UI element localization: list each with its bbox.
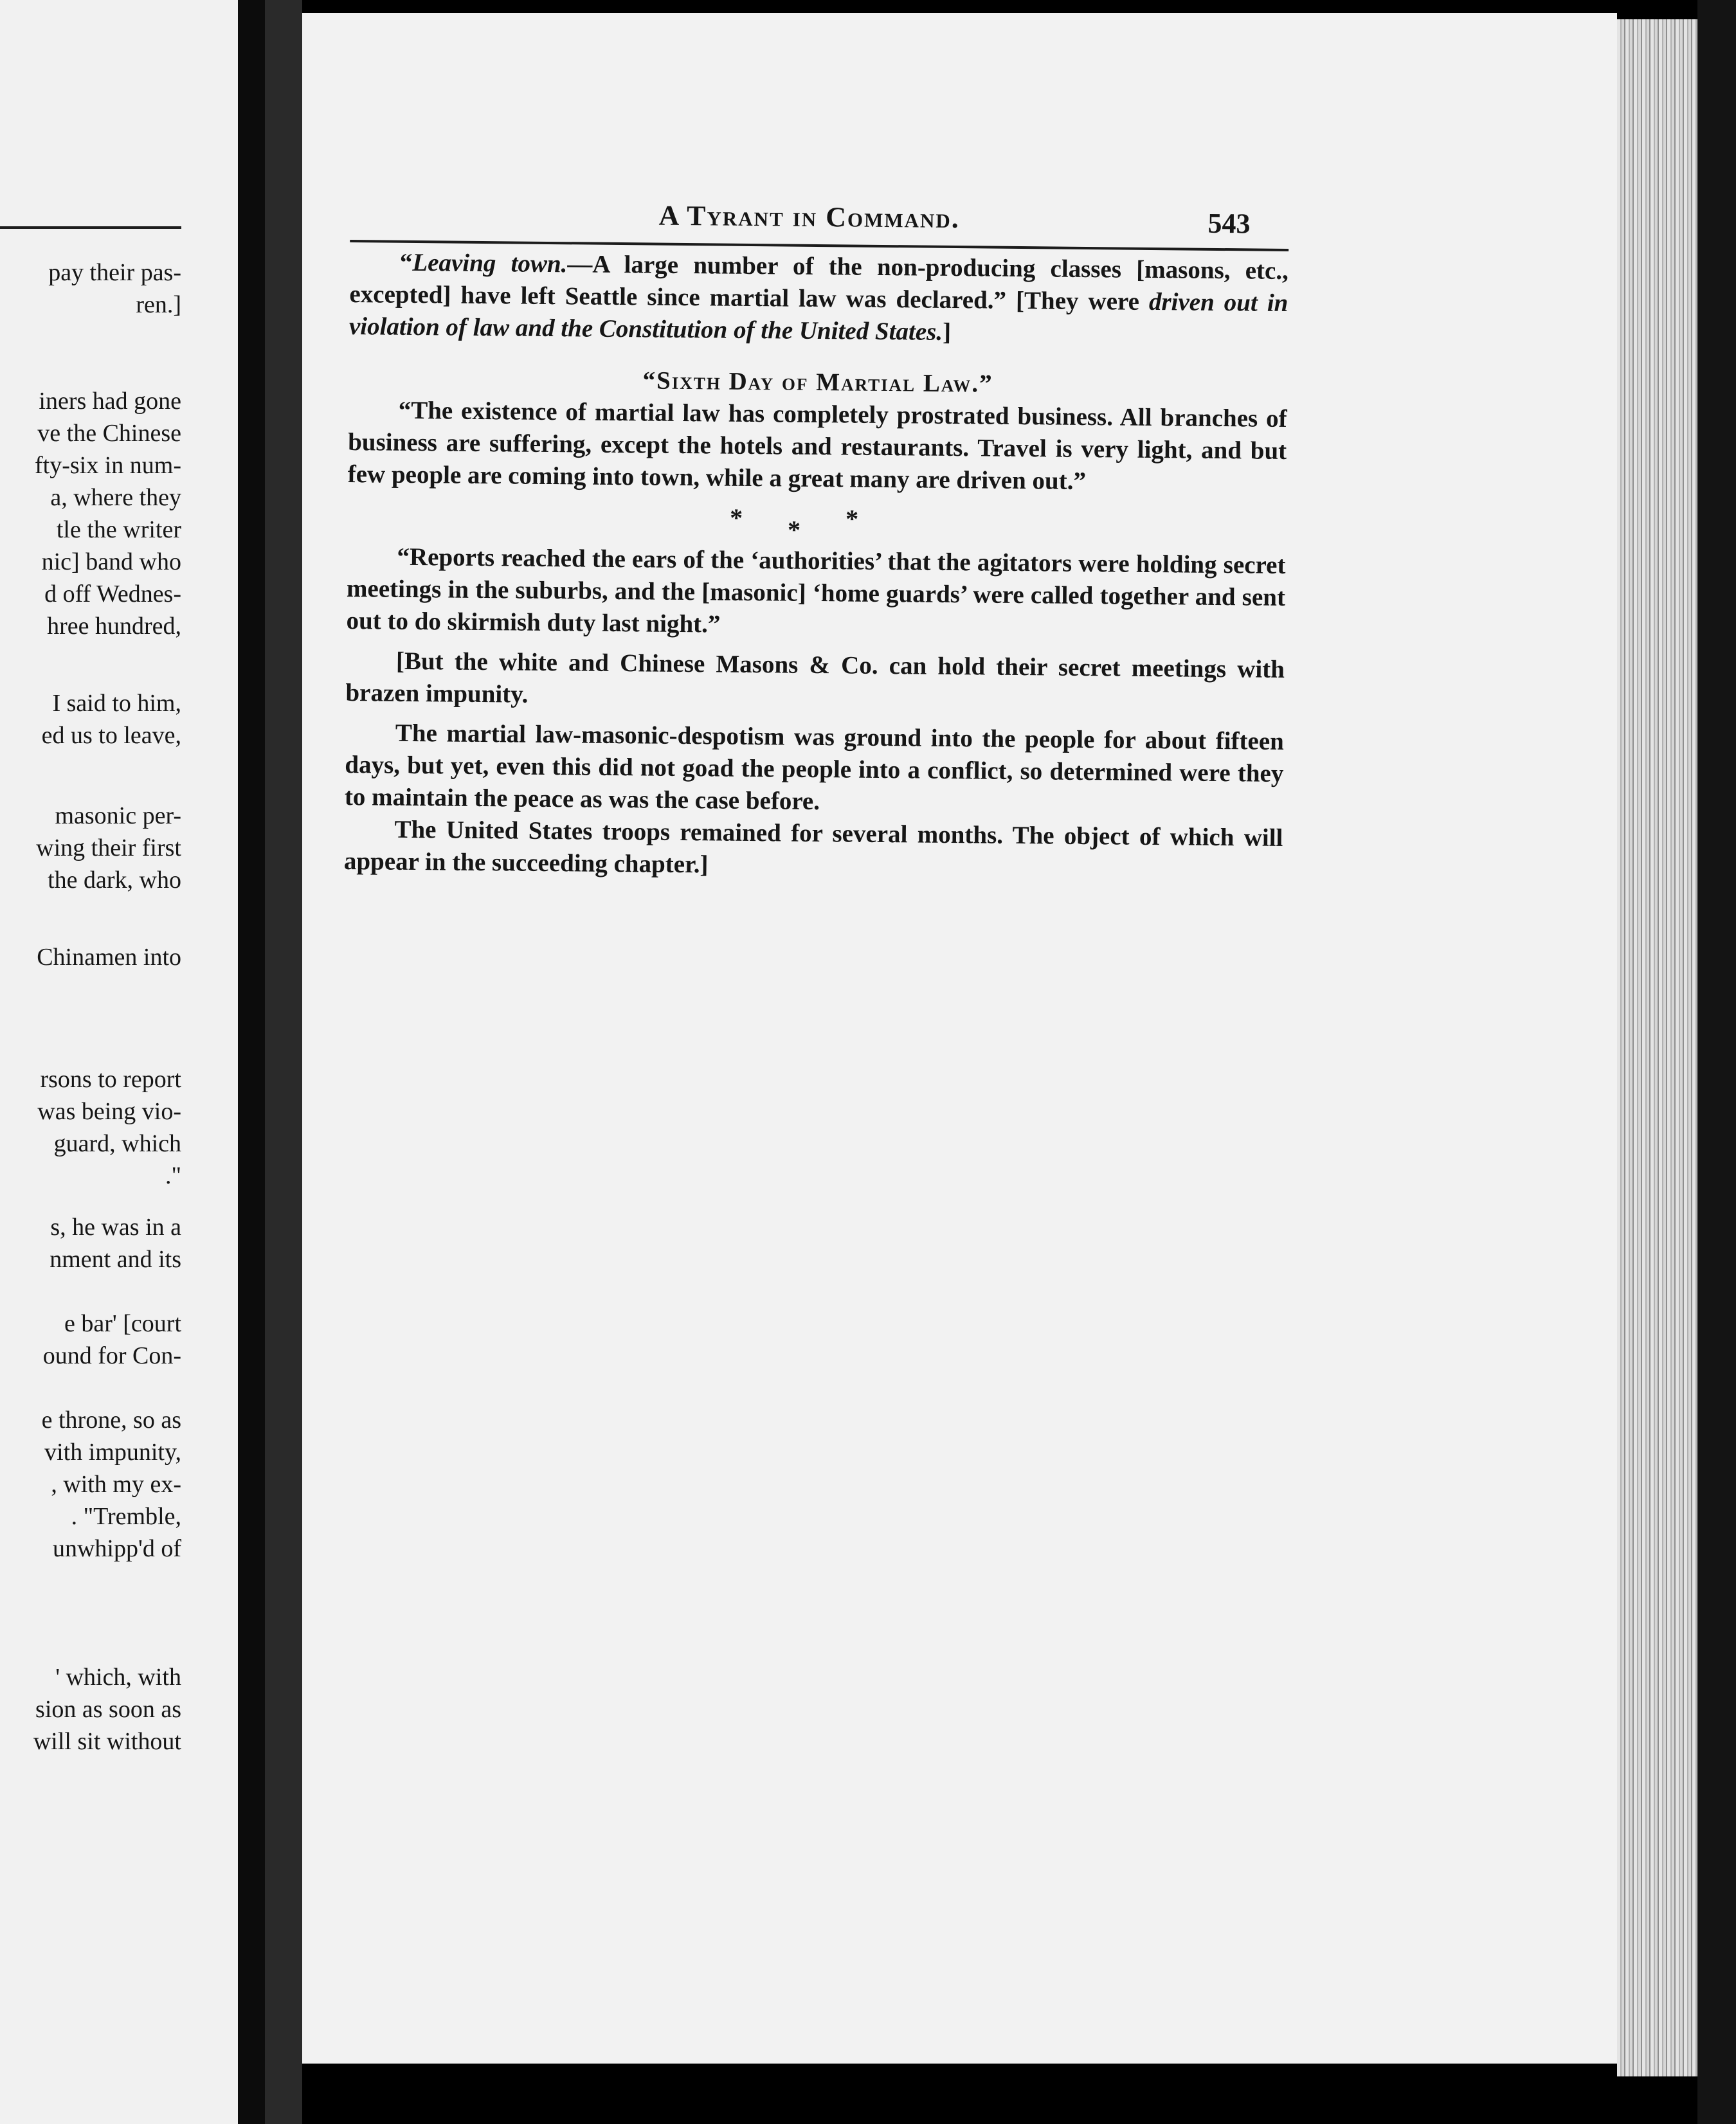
left-text-line: pay their pas-: [48, 259, 181, 286]
section-break-stars: [347, 502, 1286, 545]
paragraph-masons: [But the white and Chinese Masons & Co. can hold their secret meetings with brazen impunity.: [345, 647, 1285, 708]
left-text-line: sion as soon as: [35, 1696, 181, 1723]
left-text-line: a, where they: [50, 484, 181, 511]
section-title: “Sixth Day of Martial Law.”: [642, 366, 993, 398]
left-text-line: d off Wednes-: [44, 580, 181, 608]
star-1: *: [729, 503, 788, 533]
left-header-rule: [0, 226, 181, 229]
left-text-line: , with my ex-: [51, 1471, 181, 1498]
left-text-line: ren.]: [136, 291, 181, 318]
left-text-line: s, he was in a: [50, 1214, 181, 1241]
left-text-line: guard, which: [53, 1130, 181, 1157]
left-text-line: .": [165, 1162, 181, 1189]
left-text-line: rsons to report: [40, 1066, 181, 1093]
italic-lead: Leaving town.: [412, 248, 568, 278]
left-text-line: was being vio-: [37, 1098, 181, 1125]
left-text-line: the dark, who: [48, 867, 181, 894]
left-text-line: nic] band who: [41, 548, 181, 575]
paragraph-martial-law: “The existence of martial law has completely prostrated business. All branches of business are suffering, except the hotels and restaurants. Travel is very light, and but few people are coming into town, while a great many are driven out.”: [347, 396, 1287, 496]
left-text-line: . "Tremble,: [71, 1503, 181, 1530]
paragraph-despotism: The martial law-masonic-despotism was ground into the people for about fifteen days, but yet, even this did not goad the people into a conflict, so determined were they to maintain the peace as was the case before.: [344, 719, 1285, 816]
left-text-line: ound for Con-: [42, 1342, 181, 1369]
book-edge-shadow: [1697, 0, 1736, 2124]
bracket-open: [They were: [1006, 286, 1150, 316]
italic-tail: driven out in violation of law and the Constitution of the United States.: [348, 287, 1288, 346]
left-text-line: tle the writer: [56, 516, 181, 543]
running-head: A Tyrant in Command.: [658, 199, 961, 235]
left-text-line: e bar' [court: [64, 1310, 181, 1337]
left-text-line: ' which, with: [55, 1664, 181, 1691]
open-quote: “: [399, 248, 413, 276]
left-text-line: nment and its: [50, 1246, 181, 1273]
left-text-line: wing their first: [36, 834, 181, 861]
left-facing-page: [0, 0, 238, 2124]
left-text-line: hree hundred,: [47, 613, 181, 640]
gutter-shadow: [265, 0, 302, 2124]
page-header: [350, 190, 1289, 249]
star-2: *: [787, 515, 846, 545]
left-text-line: masonic per-: [55, 802, 181, 829]
left-text-line: vith impunity,: [44, 1439, 181, 1466]
left-text-line: fty-six in num-: [35, 452, 181, 479]
star-3: *: [845, 504, 904, 534]
page-number: 543: [1207, 207, 1251, 240]
paragraph-leaving-town: [349, 246, 1288, 352]
leaving-town-text: —A large number of the non-producing classes [masons, etc., excepted] have left Seattle since martial law was declared.”: [349, 250, 1289, 314]
page-content: [344, 190, 1289, 887]
paragraph-troops: The United States troops remained for several months. The object of which will appear in the succeeding chapter.]: [343, 815, 1283, 879]
left-text-line: ed us to leave,: [41, 722, 181, 749]
left-text-line: I said to him,: [52, 690, 181, 717]
left-text-line: will sit without: [33, 1728, 181, 1755]
bracket-close: ]: [942, 318, 952, 346]
paragraph-reports: “Reports reached the ears of the ‘authorities’ that the agitators were holding secret meetings in the suburbs, and the [masonic] ‘home guards’ were called together and sent out to do skirmish duty last night.”: [346, 543, 1286, 638]
left-text-line: e throne, so as: [41, 1407, 181, 1434]
left-text-line: iners had gone: [39, 388, 181, 415]
left-text-line: Chinamen into: [37, 944, 181, 971]
left-text-line: ve the Chinese: [37, 420, 181, 447]
left-text-line: unwhipp'd of: [52, 1535, 181, 1562]
